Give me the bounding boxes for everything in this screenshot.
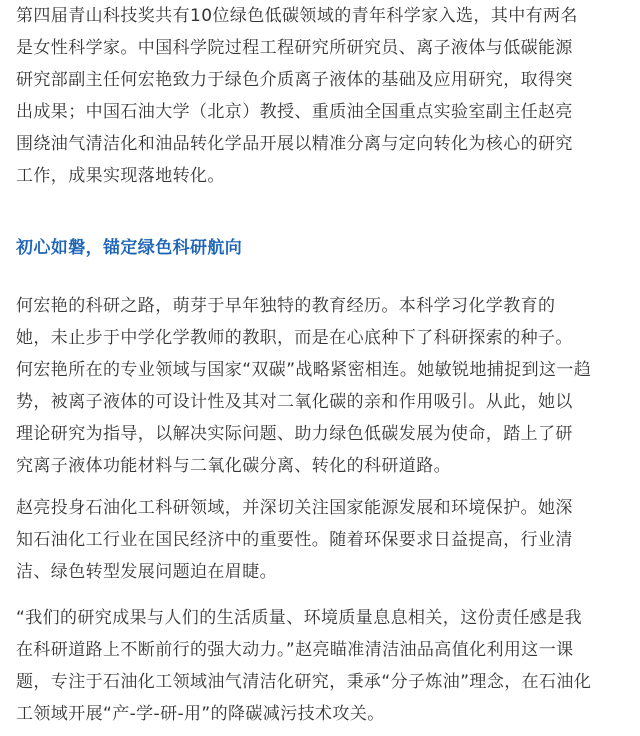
text-line: 在科研道路上不断前行的强大动力。”赵亮瞄准清洁油品高值化利用这一课 xyxy=(16,640,574,660)
text-line: “我们的研究成果与人们的生活质量、环境质量息息相关，这份责任感是我 xyxy=(16,608,583,628)
text-line: 是女性科学家。中国科学院过程工程研究所研究员、离子液体与低碳能源 xyxy=(16,38,573,58)
text-line: 工领域开展“产-学-研-用”的降碳减污技术攻关。 xyxy=(16,704,385,724)
paragraph-quote xyxy=(16,602,591,730)
text-line: 究离子液体功能材料与二氧化碳分离、转化的科研道路。 xyxy=(16,456,451,476)
text-line: 围绕油气清洁化和油品转化学品开展以精准分离与定向转化为核心的研究 xyxy=(16,134,573,154)
paragraph-zhao-liang xyxy=(16,492,573,588)
paragraph-award-intro xyxy=(16,0,578,192)
text-line: 势，被离子液体的可设计性及其对二氧化碳的亲和作用吸引。从此，她以 xyxy=(16,392,573,412)
text-line: 赵亮投身石油化工科研领域，并深切关注国家能源发展和环境保护。她深 xyxy=(16,498,573,518)
section-heading: 初心如磐，锚定绿色科研航向 xyxy=(16,238,243,258)
text-line: 何宏艳的科研之路，萌芽于早年独特的教育经历。本科学习化学教育的 xyxy=(16,296,556,316)
text-line: 知石油化工行业在国民经济中的重要性。随着环保要求日益提高，行业清 xyxy=(16,530,573,550)
paragraph-he-hongyan xyxy=(16,290,591,482)
text-line: 第四届青山科技奖共有10位绿色低碳领域的青年科学家入选，其中有两名 xyxy=(16,6,578,26)
text-line: 题，专注于石油化工领域油气清洁化研究，秉承“分子炼油”理念，在石油化 xyxy=(16,672,592,692)
text-line: 她，未止步于中学化学教师的教职，而是在心底种下了科研探索的种子。 xyxy=(16,328,573,348)
text-line: 理论研究为指导，以解决实际问题、助力绿色低碳发展为使命，踏上了研 xyxy=(16,424,573,444)
text-line: 出成果；中国石油大学（北京）教授、重质油全国重点实验室副主任赵亮 xyxy=(16,102,573,122)
text-line: 工作，成果实现落地转化。 xyxy=(16,166,225,186)
text-line: 洁、绿色转型发展问题迫在眉睫。 xyxy=(16,562,277,582)
text-line: 研究部副主任何宏艳致力于绿色介质离子液体的基础及应用研究，取得突 xyxy=(16,70,573,90)
text-line: 何宏艳所在的专业领域与国家“双碳”战略紧密相连。她敏锐地捕捉到这一趋 xyxy=(16,360,592,380)
